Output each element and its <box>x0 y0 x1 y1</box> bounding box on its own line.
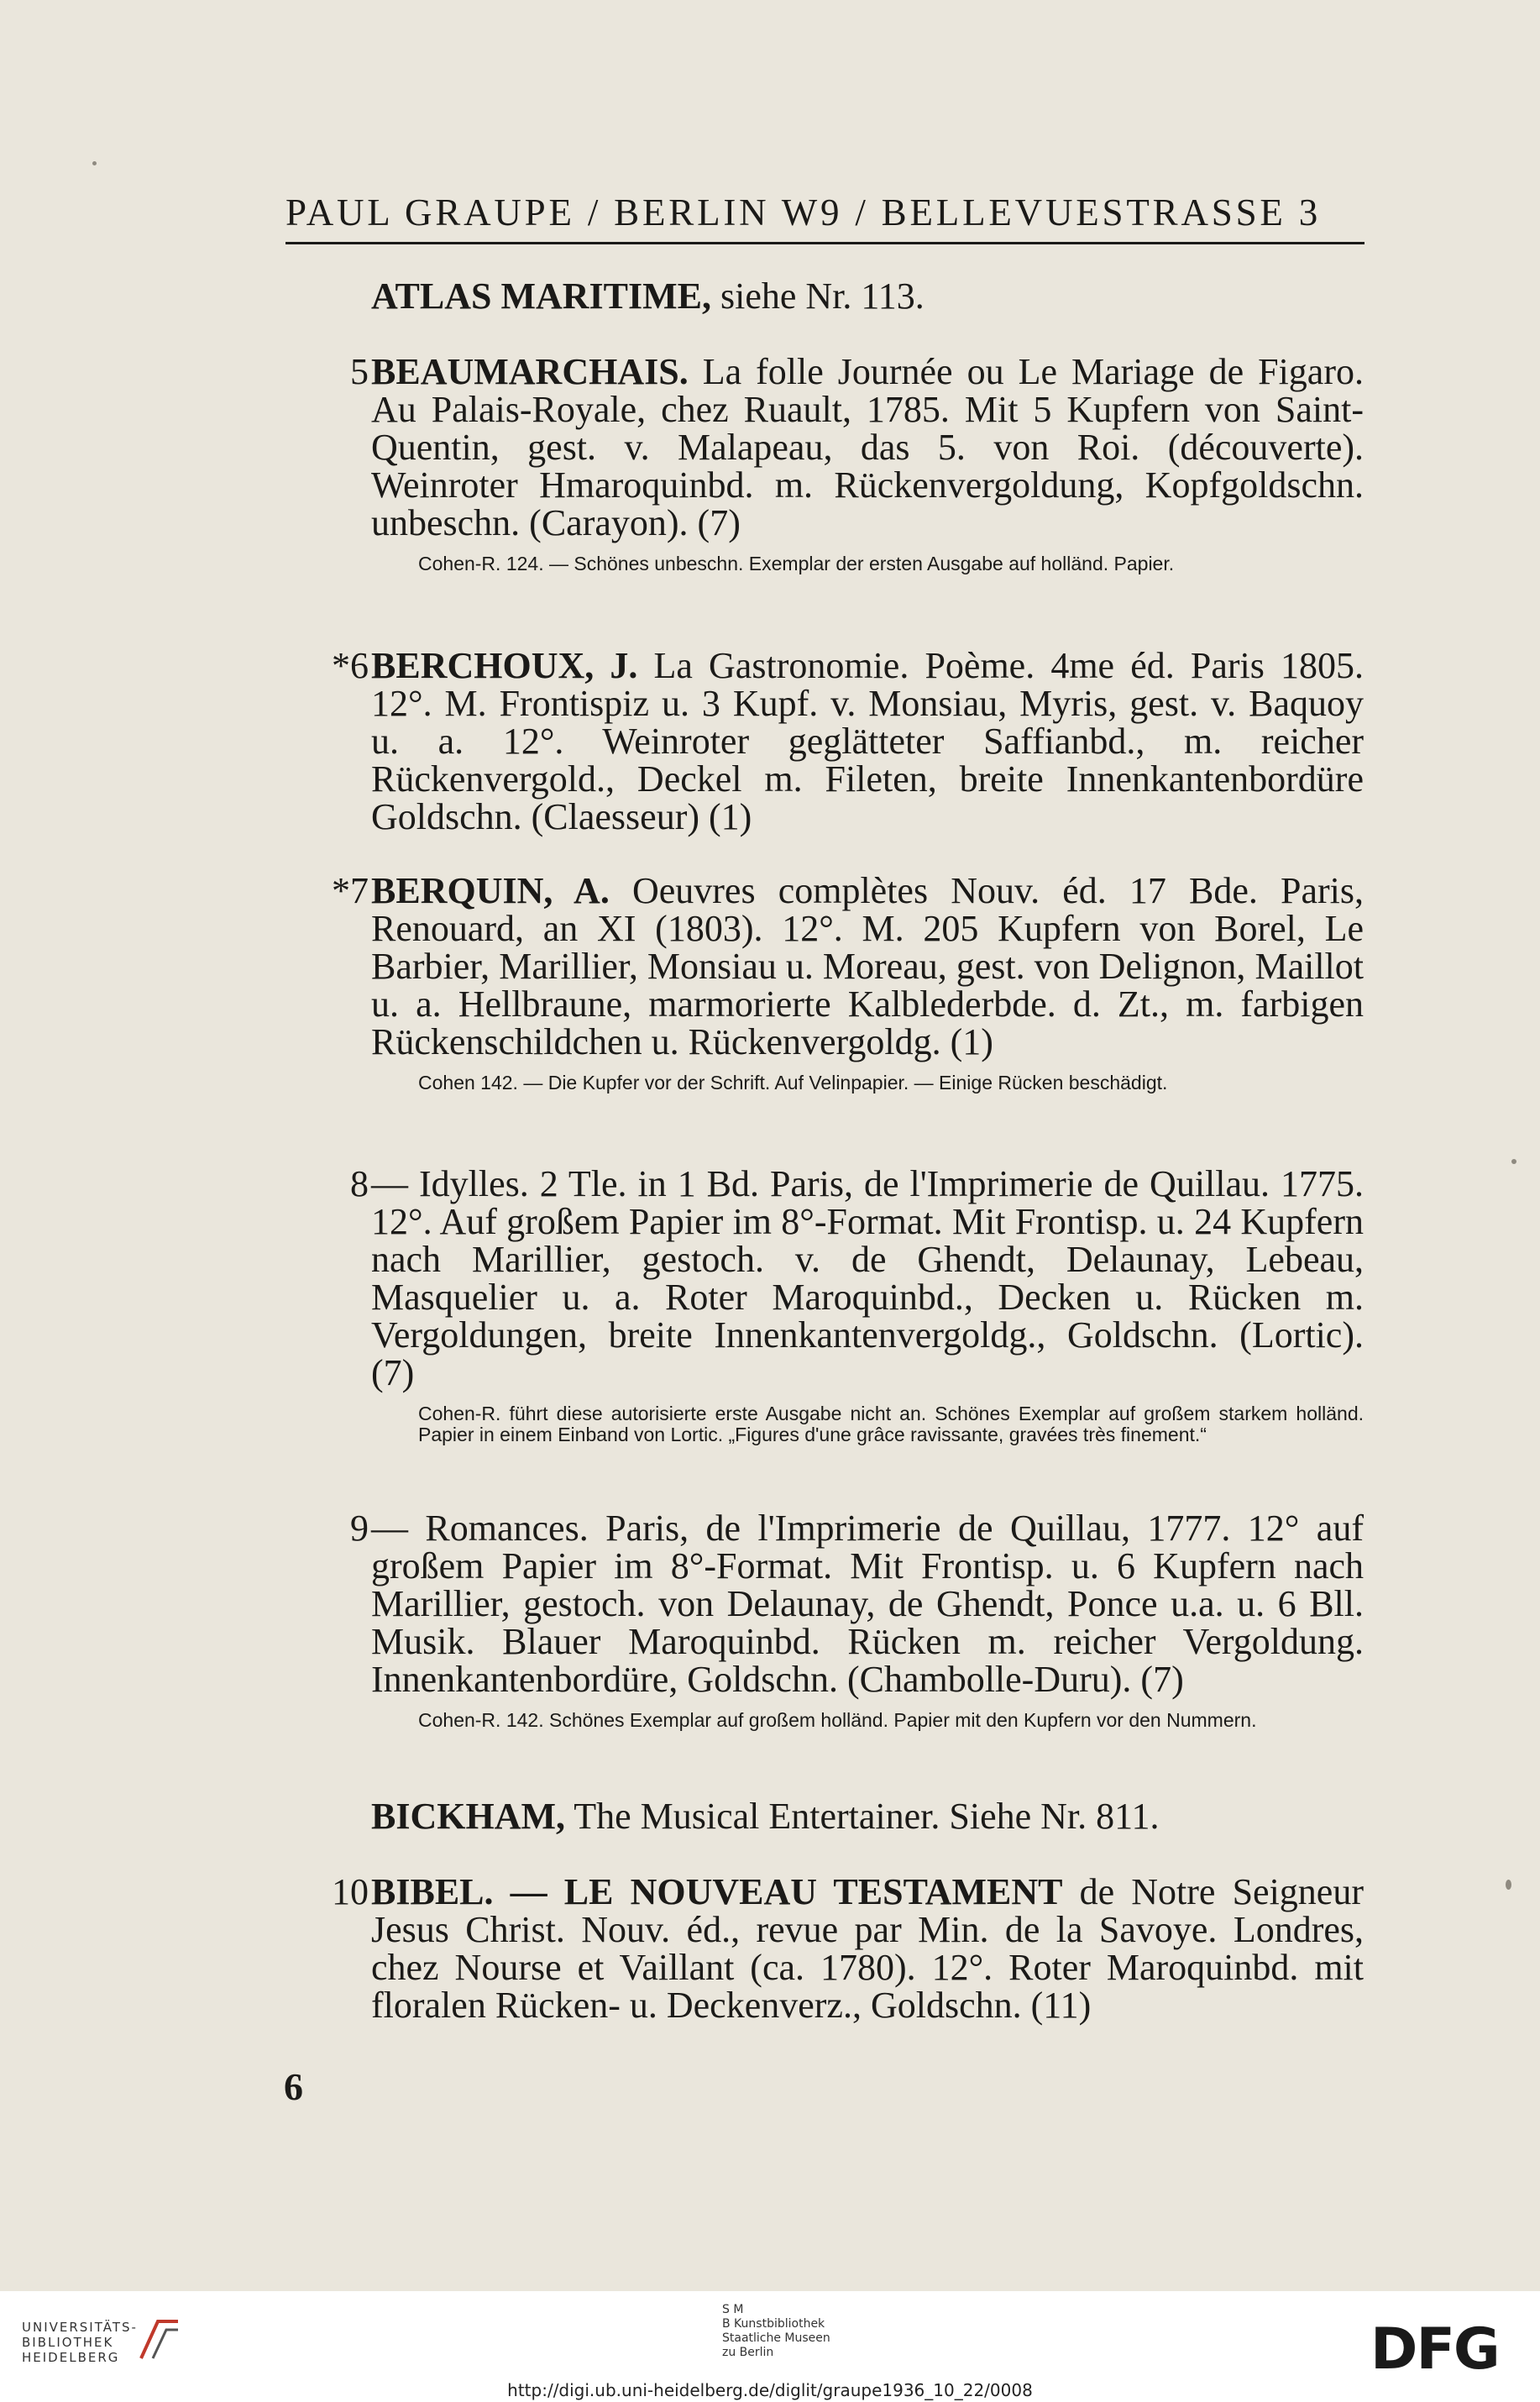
entry-text: Oeuvres complètes Nouv. éd. 17 Bde. Paris, Renouard, an XI (1803). 12°. M. 205 Kupfern von Borel, Le Barbier, Marillier, Monsiau u. Moreau, gest. von Delignon, Maillot u. a. Hellbraune, marmorierte Kalblederbde. d. Zt., m. farbigen Rückenschildchen u. Rückenvergoldg. (1) <box>371 870 1364 1062</box>
paper-spot <box>1506 1880 1511 1890</box>
running-head: PAUL GRAUPE / BERLIN W9 / BELLEVUESTRASSE 3 <box>285 191 1322 233</box>
catalog-entry <box>371 1873 1364 2024</box>
entry-number: 8 <box>350 1163 369 1204</box>
entry-number: *7 <box>332 870 369 911</box>
catalog-entry <box>371 1509 1364 1731</box>
entry-note: Cohen-R. 124. — Schönes unbeschn. Exemplar der ersten Ausgabe auf holländ. Papier. <box>418 553 1175 574</box>
entry-number: *6 <box>332 645 369 686</box>
entry-text: The Musical Entertainer. Siehe Nr. 811. <box>565 1796 1160 1837</box>
paper-spot <box>1511 1159 1516 1164</box>
collection-line: B Kunstbibliothek <box>722 2317 825 2331</box>
entry-name: BIBEL. — LE NOUVEAU TESTAMENT <box>371 1871 1063 1912</box>
page-number: 6 <box>284 2065 303 2108</box>
entry-name: BEAUMARCHAIS. <box>371 351 689 392</box>
entry-name: ATLAS MARITIME, <box>371 275 712 317</box>
entry-note: Cohen-R. 142. Schönes Exemplar auf großem holländ. Papier mit den Kupfern vor den Nummern. <box>418 1709 1257 1731</box>
source-url-link[interactable]: http://digi.ub.uni-heidelberg.de/diglit/graupe1936_10_22/0008 <box>507 2380 1033 2400</box>
entry-number: 9 <box>350 1508 369 1549</box>
entry-text: — Romances. Paris, de l'Imprimerie de Quillau, 1777. 12° auf großem Papier im 8°-Format. Mit Frontisp. u. 6 Kupfern nach Marillier, gestoch. von Delaunay, de Ghendt, Ponce u.a. u. 6 Bll. Musik. Blauer Maroquinbd. Rücken m. reicher Vergoldung. Innenkantenbordüre, Goldschn. (Chambolle-Duru). (7) <box>371 1508 1364 1700</box>
entry-note: Cohen-R. führt diese autorisierte erste Ausgabe nicht an. Schönes Exemplar auf großem starkem holländ. Papier in einem Einband von Lortic. „Figures d'une grâce ravissante, gravées très finement.“ <box>418 1403 1364 1445</box>
entry-text: de Notre Seigneur Jesus Christ. Nouv. éd., revue par Min. de la Savoye. Londres, chez Nourse et Vaillant (ca. 1780). 12°. Roter Maroquinbd. mit floralen Rücken- u. Deckenverz., Goldschn. (11) <box>371 1871 1364 2026</box>
catalog-entry <box>371 353 1364 574</box>
university-library-label <box>22 2320 138 2365</box>
entry-name: BICKHAM, <box>371 1796 565 1837</box>
collection-label <box>722 2303 830 2360</box>
entry-number: 10 <box>332 1871 369 1912</box>
library-line: UNIVERSITÄTS- <box>22 2320 138 2335</box>
collection-line: Staatliche Museen <box>722 2331 830 2345</box>
dfg-logo: DFG <box>1370 2316 1499 2383</box>
entry-note: Cohen 142. — Die Kupfer vor der Schrift. Auf Velinpapier. — Einige Rücken beschädigt. <box>418 1072 1168 1093</box>
collection-line: zu Berlin <box>722 2346 774 2359</box>
entry-text: La Gastronomie. Poème. 4me éd. Paris 1805. 12°. M. Frontispiz u. 3 Kupf. v. Monsiau, Myris, gest. v. Baquoy u. a. 12°. Weinroter geglätteter Saffianbd., m. reicher Rückenvergold., Deckel m. Fileten, breite Innenkantenbordüre Goldschn. (Claesseur) (1) <box>371 645 1364 837</box>
entry-name: BERQUIN, A. <box>371 870 610 911</box>
digitization-footer <box>0 2291 1540 2402</box>
catalog-entry <box>371 647 1364 836</box>
catalog-entry <box>371 1165 1364 1445</box>
catalog-entry <box>371 872 1364 1093</box>
library-line: BIBLIOTHEK <box>22 2335 114 2350</box>
cross-reference <box>371 1797 1364 1835</box>
entry-number: 5 <box>350 351 369 392</box>
entry-name: BERCHOUX, J. <box>371 645 638 686</box>
library-line: HEIDELBERG <box>22 2350 120 2365</box>
cross-reference <box>371 277 1364 315</box>
paper-spot <box>92 161 97 165</box>
collection-line: S M <box>722 2303 744 2316</box>
entry-text: — Idylles. 2 Tle. in 1 Bd. Paris, de l'Imprimerie de Quillau. 1775. 12°. Auf großem Papier im 8°-Format. Mit Frontisp. u. 24 Kupfern nach Marillier, gestoch. v. de Ghendt, Delaunay, Lebeau, Masquelier u. a. Roter Maroquinbd., Decken u. Rücken m. Vergoldungen, breite Innenkantenvergoldg., Goldschn. (Lortic). (7) <box>371 1163 1364 1393</box>
university-logo-icon <box>134 2316 185 2363</box>
entry-text: siehe Nr. 113. <box>711 275 925 317</box>
entry-text: La folle Journée ou Le Mariage de Figaro. Au Palais-Royale, chez Ruault, 1785. Mit 5 Kupfern von Saint-Quentin, gest. v. Malapeau, das 5. von Roi. (découverte). Weinroter Hmaroquinbd. m. Rückenvergoldung, Kopfgoldschn. unbeschn. (Carayon). (7) <box>371 351 1364 543</box>
